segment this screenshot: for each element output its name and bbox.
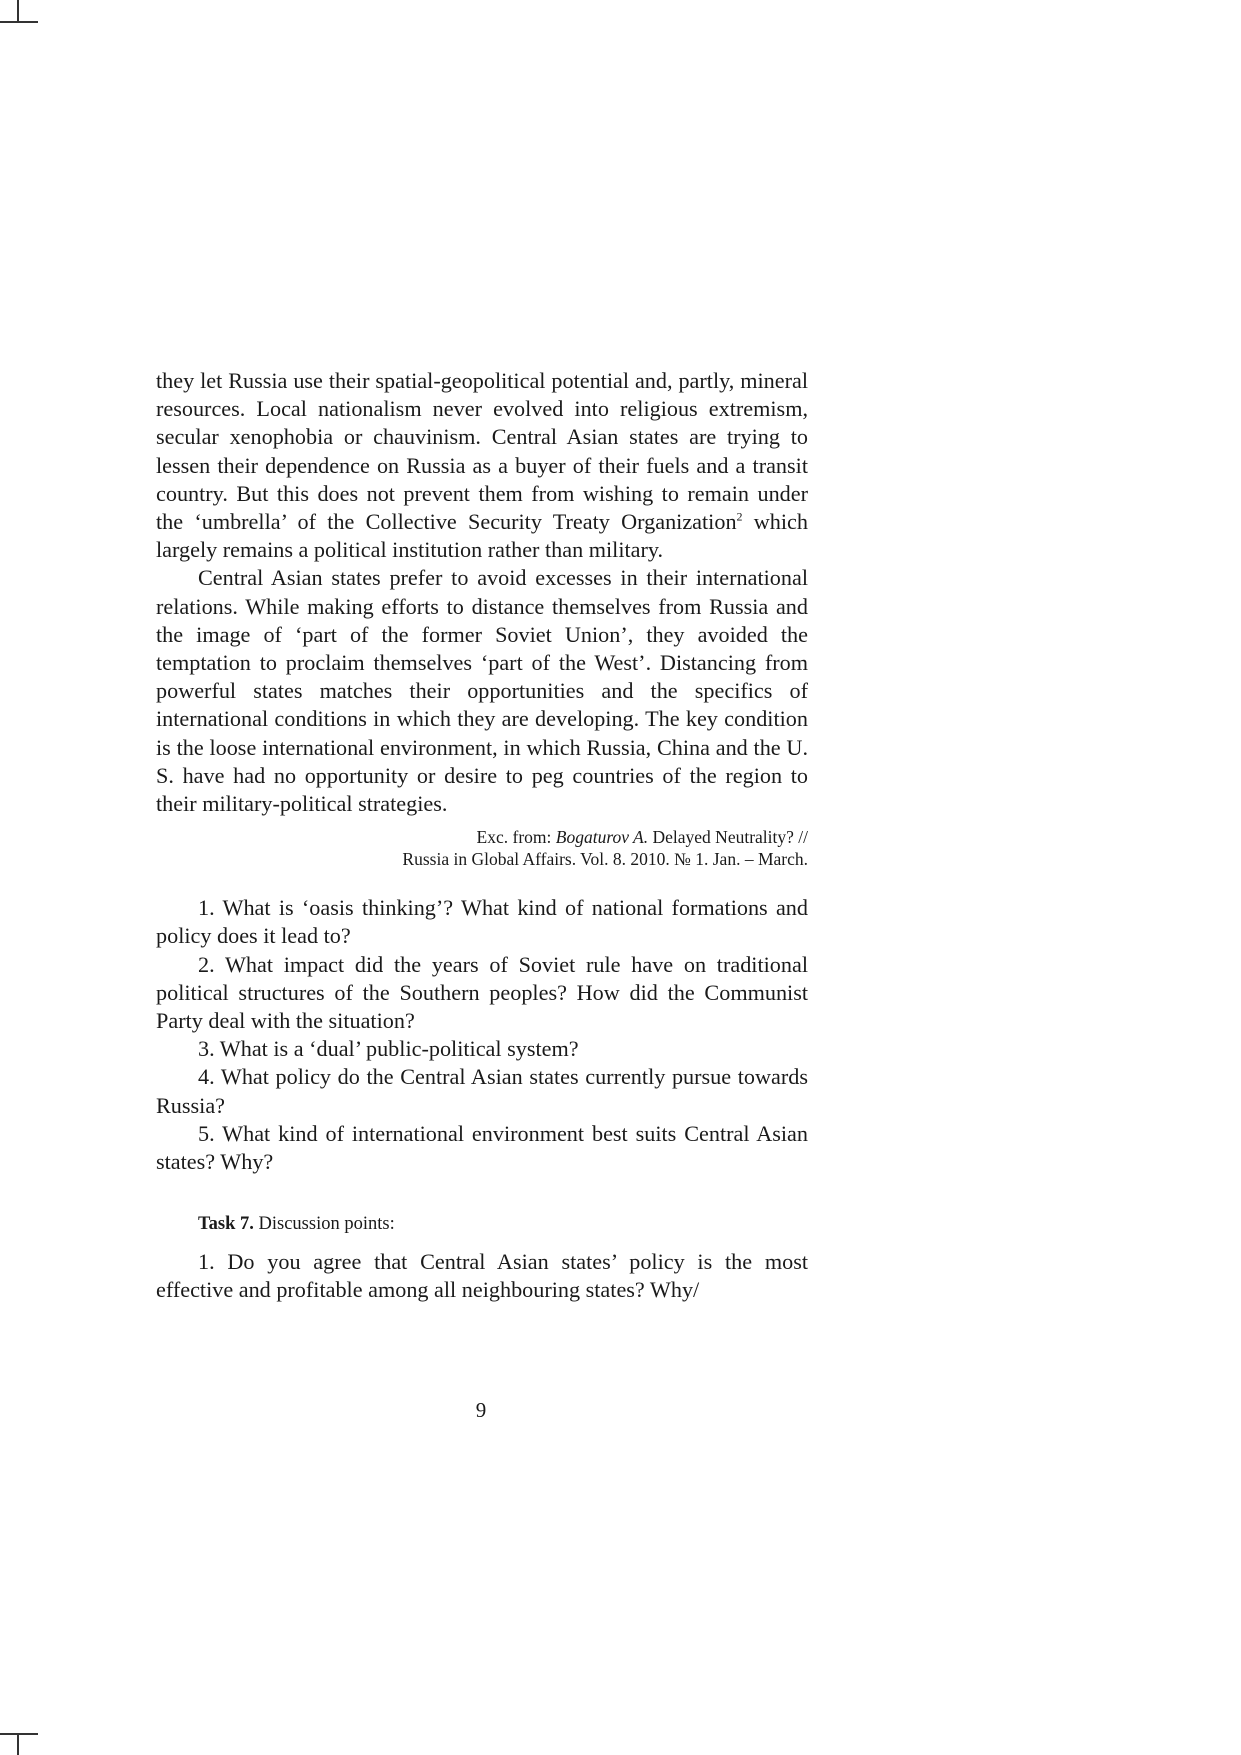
body-paragraph: Central Asian states prefer to avoid excesses in their international relations. While making efforts to distance themselves from Russia and the image of ‘part of the former Soviet Union’, they avoided the temptation to proclaim themselves ‘part of the West’. Distancing from powerful states matches their opportunities and the specifics of international conditions in which they are developing. The key condition is the loose international environment, in which Russia, China and the U. S. have had no opportunity or desire to peg countries of the region to their military-political strategies. bbox=[156, 565, 808, 817]
citation bbox=[156, 826, 808, 870]
question-item: 3. What is a ‘dual’ public-political system? bbox=[198, 1036, 579, 1062]
paragraph-text: they let Russia use their spatial-geopolitical potential and, partly, mineral resources. Local nationalism never evolved into religious extremism, secular xenophobia or chauvinism. Central Asian states are trying to lessen their dependence on Russia as a buyer of their fuels and a transit country. But this does not prevent them from wishing to remain under the ‘umbrella’ of the Collective Security Treaty Organization bbox=[156, 368, 808, 535]
footnote-marker: 2 bbox=[736, 509, 743, 524]
citation-line-2: Russia in Global Affairs. Vol. 8. 2010. № 1. Jan. – March. bbox=[402, 849, 808, 870]
crop-mark-bottom-horizontal bbox=[0, 1733, 38, 1735]
crop-mark-top-vertical bbox=[17, 0, 19, 22]
paragraph-text: which largely remains a political institution rather than military. bbox=[156, 509, 808, 563]
task-text: Discussion points: bbox=[253, 1214, 395, 1235]
crop-mark-bottom-vertical bbox=[17, 1733, 19, 1755]
page-number: 9 bbox=[475, 1398, 487, 1422]
citation-author: Bogaturov A. bbox=[555, 827, 649, 848]
discussion-item: 1. Do you agree that Central Asian states’ policy is the most effective and profitable among all neighbouring states? Why/ bbox=[156, 1249, 808, 1303]
task-label: Task 7. bbox=[198, 1214, 254, 1235]
question-item: 1. What is ‘oasis thinking’? What kind of national formations and policy does it lead to? bbox=[156, 895, 808, 949]
question-list bbox=[156, 894, 808, 1176]
crop-mark-top-horizontal bbox=[0, 21, 38, 23]
question-item: 4. What policy do the Central Asian states currently pursue towards Russia? bbox=[156, 1064, 808, 1118]
page-content bbox=[156, 367, 808, 1305]
body-paragraph bbox=[156, 367, 808, 564]
task-heading bbox=[156, 1210, 808, 1238]
citation-line-1: Exc. from: Bogaturov A. Delayed Neutrality? // bbox=[476, 827, 808, 848]
discussion-list bbox=[156, 1248, 808, 1304]
question-item: 5. What kind of international environment best suits Central Asian states? Why? bbox=[156, 1120, 808, 1175]
question-item: 2. What impact did the years of Soviet rule have on traditional political structures of the Southern peoples? How did the Communist Party deal with the situation? bbox=[156, 951, 808, 1034]
